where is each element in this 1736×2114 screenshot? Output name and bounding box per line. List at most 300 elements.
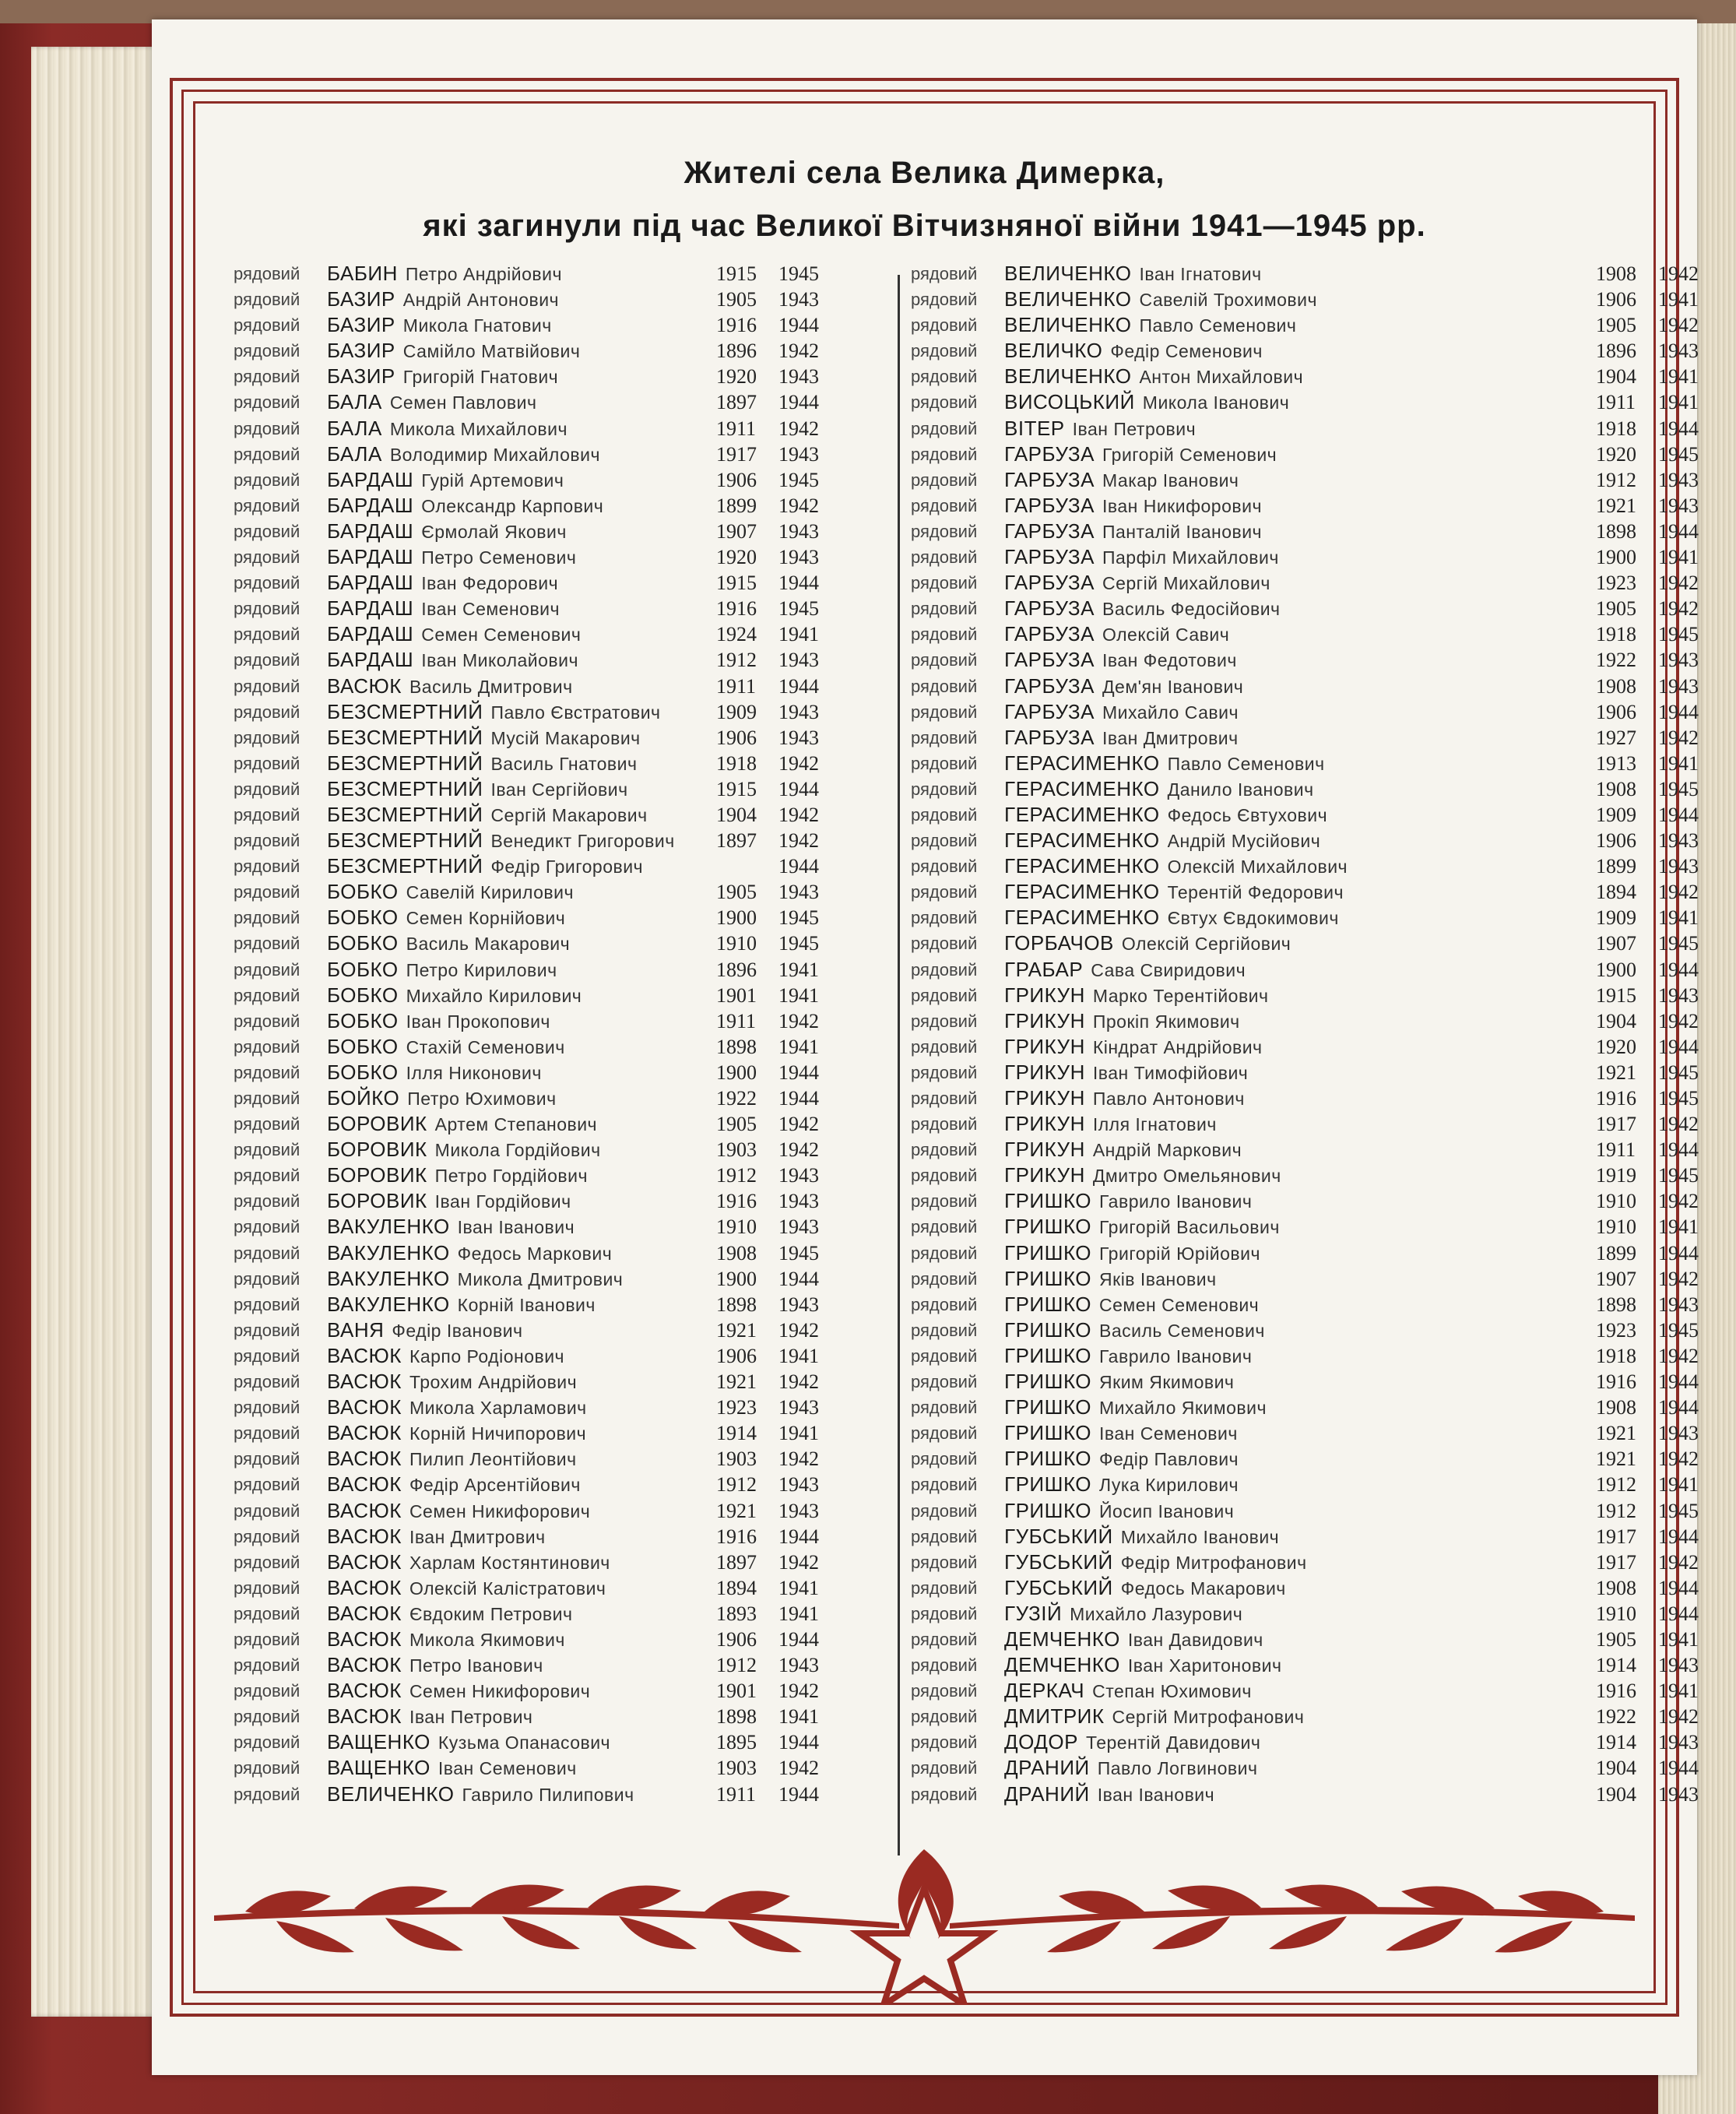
rank-label: рядовий bbox=[234, 804, 300, 825]
death-year: 1943 bbox=[1658, 1731, 1699, 1754]
given-name: Макар Іванович bbox=[1102, 470, 1239, 491]
given-name: Венедикт Григорович bbox=[490, 831, 675, 852]
name-entry bbox=[911, 1137, 1720, 1163]
given-name: Семен Никифорович bbox=[409, 1681, 591, 1702]
surname: ГАРБУЗА Михайло Савич bbox=[1004, 699, 1239, 723]
surname: БАЗИР Андрій Антонович bbox=[327, 287, 560, 311]
name-entry bbox=[234, 1008, 903, 1034]
surname: ВАСЮК Харлам Костянтинович bbox=[327, 1549, 610, 1574]
given-name: Василь Гнатович bbox=[490, 753, 638, 774]
rank-label: рядовий bbox=[234, 753, 300, 773]
death-year: 1943 bbox=[778, 442, 819, 466]
rank-label: рядовий bbox=[911, 1707, 978, 1727]
birth-year: 1927 bbox=[1596, 726, 1636, 749]
rank-label: рядовий bbox=[911, 934, 978, 954]
rank-label: рядовий bbox=[911, 599, 978, 619]
death-year: 1945 bbox=[1658, 1087, 1699, 1110]
rank-label: рядовий bbox=[234, 1268, 300, 1289]
given-name: Гаврило Іванович bbox=[1099, 1191, 1253, 1212]
birth-year: 1911 bbox=[716, 1782, 757, 1806]
rank-label: рядовий bbox=[234, 1345, 300, 1366]
name-entry bbox=[911, 1266, 1720, 1292]
surname: БЕЗСМЕРТНИЙ Іван Сергійович bbox=[327, 776, 628, 800]
surname: ВАСЮК Трохим Андрійович bbox=[327, 1370, 578, 1394]
surname: ВАЩЕНКО Кузьма Опанасович bbox=[327, 1730, 611, 1754]
name-entry bbox=[234, 1214, 903, 1240]
surname: ДРАНИЙ Іван Іванович bbox=[1004, 1782, 1215, 1806]
surname: ВАСЮК Пилип Леонтійович bbox=[327, 1447, 577, 1471]
surname: ГРИКУН Дмитро Омельянович bbox=[1004, 1163, 1281, 1187]
birth-year: 1906 bbox=[1596, 700, 1636, 723]
given-name: Федір Іванович bbox=[392, 1320, 523, 1341]
birth-year: 1897 bbox=[716, 1550, 757, 1574]
surname: ГЕРАСИМЕНКО Андрій Мусійович bbox=[1004, 828, 1321, 853]
rank-label: рядовий bbox=[234, 624, 300, 645]
death-year: 1942 bbox=[1658, 1705, 1699, 1729]
rank-label: рядовий bbox=[234, 341, 300, 361]
rank-label: рядовий bbox=[911, 573, 978, 593]
birth-year: 1898 bbox=[716, 1705, 757, 1729]
rank-label: рядовий bbox=[911, 1732, 978, 1753]
rank-label: рядовий bbox=[911, 624, 978, 645]
rank-label: рядовий bbox=[911, 1784, 978, 1804]
surname: ГРИШКО Іван Семенович bbox=[1004, 1421, 1238, 1445]
death-year: 1944 bbox=[1658, 417, 1699, 440]
given-name: Іван Сергійович bbox=[490, 779, 628, 800]
surname: БОБКО Семен Корнійович bbox=[327, 906, 566, 930]
surname: ГРИКУН Андрій Маркович bbox=[1004, 1138, 1242, 1162]
surname: ВАКУЛЕНКО Корній Іванович bbox=[327, 1292, 596, 1316]
death-year: 1941 bbox=[1658, 1473, 1699, 1497]
name-entry bbox=[234, 1627, 903, 1652]
birth-year: 1918 bbox=[716, 751, 757, 775]
death-year: 1942 bbox=[1658, 1113, 1699, 1136]
rank-label: рядовий bbox=[234, 1475, 300, 1495]
name-entry bbox=[911, 1317, 1720, 1343]
surname: ВАСЮК Петро Іванович bbox=[327, 1653, 543, 1677]
death-year: 1943 bbox=[1658, 1293, 1699, 1316]
birth-year: 1920 bbox=[1596, 1035, 1636, 1058]
death-year: 1945 bbox=[778, 262, 819, 285]
birth-year: 1910 bbox=[1596, 1215, 1636, 1239]
given-name: Кузьма Опанасович bbox=[438, 1732, 611, 1753]
given-name: Василь Федосійович bbox=[1102, 599, 1281, 620]
death-year: 1943 bbox=[778, 649, 819, 672]
death-year: 1944 bbox=[1658, 1757, 1699, 1780]
death-year: 1942 bbox=[1658, 314, 1699, 337]
death-year: 1943 bbox=[1658, 829, 1699, 853]
rank-label: рядовий bbox=[234, 1758, 300, 1778]
birth-year: 1921 bbox=[716, 1499, 757, 1522]
name-entry bbox=[911, 699, 1720, 725]
birth-year: 1904 bbox=[1596, 1009, 1636, 1032]
name-entry bbox=[911, 1729, 1720, 1755]
given-name: Іван Ігнатович bbox=[1139, 264, 1262, 284]
name-entry bbox=[911, 776, 1720, 802]
surname: БАЛА Микола Михайлович bbox=[327, 416, 568, 440]
birth-year: 1916 bbox=[1596, 1680, 1636, 1703]
given-name: Гурій Артемович bbox=[421, 470, 564, 491]
given-name: Семен Семенович bbox=[1099, 1294, 1260, 1315]
birth-year: 1908 bbox=[1596, 777, 1636, 800]
death-year: 1942 bbox=[778, 1680, 819, 1703]
rank-label: рядовий bbox=[911, 1062, 978, 1082]
rank-label: рядовий bbox=[911, 1372, 978, 1392]
surname: БАБИН Петро Андрійович bbox=[327, 262, 562, 285]
death-year: 1942 bbox=[778, 1550, 819, 1574]
name-entry bbox=[234, 1755, 903, 1781]
given-name: Карпо Родіонович bbox=[409, 1345, 565, 1367]
name-entry bbox=[234, 1524, 903, 1549]
birth-year: 1903 bbox=[716, 1757, 757, 1780]
name-entry bbox=[911, 983, 1720, 1008]
given-name: Михайло Савич bbox=[1102, 702, 1239, 723]
birth-year: 1906 bbox=[716, 1627, 757, 1651]
birth-year: 1904 bbox=[716, 803, 757, 826]
birth-year: 1899 bbox=[1596, 1241, 1636, 1265]
rank-label: рядовий bbox=[911, 341, 978, 361]
given-name: Гаврило Іванович bbox=[1099, 1345, 1253, 1367]
rank-label: рядовий bbox=[234, 831, 300, 851]
surname: ВАСЮК Іван Дмитрович bbox=[327, 1524, 546, 1548]
given-name: Микола Гнатович bbox=[402, 315, 552, 336]
page-subtitle: які загинули під час Великої Вітчизняної війни 1941—1945 рр. bbox=[423, 209, 1426, 243]
name-entry bbox=[911, 1188, 1720, 1214]
rank-label: рядовий bbox=[911, 521, 978, 541]
death-year: 1945 bbox=[1658, 1499, 1699, 1522]
given-name: Федось Євтухович bbox=[1167, 804, 1328, 825]
given-name: Іван Семенович bbox=[1099, 1423, 1238, 1444]
rank-label: рядовий bbox=[234, 779, 300, 799]
rank-label: рядовий bbox=[911, 1500, 978, 1521]
name-entry bbox=[911, 1627, 1720, 1652]
death-year: 1945 bbox=[1658, 623, 1699, 646]
death-year: 1943 bbox=[778, 546, 819, 569]
rank-label: рядовий bbox=[911, 1578, 978, 1598]
name-entry bbox=[911, 1782, 1720, 1807]
birth-year: 1899 bbox=[716, 494, 757, 517]
given-name: Михайло Іванович bbox=[1120, 1526, 1280, 1547]
surname: ГРИШКО Гаврило Іванович bbox=[1004, 1189, 1253, 1213]
rank-label: рядовий bbox=[911, 882, 978, 902]
rank-label: рядовий bbox=[234, 1062, 300, 1082]
name-entry bbox=[234, 389, 903, 415]
rank-label: рядовий bbox=[234, 1500, 300, 1521]
death-year: 1942 bbox=[778, 1009, 819, 1032]
death-year: 1945 bbox=[778, 906, 819, 930]
given-name: Іван Петрович bbox=[409, 1707, 533, 1728]
birth-year: 1906 bbox=[1596, 288, 1636, 311]
rank-label: рядовий bbox=[911, 804, 978, 825]
given-name: Самійло Матвійович bbox=[402, 341, 581, 362]
rank-label: рядовий bbox=[911, 1655, 978, 1676]
given-name: Трохим Андрійович bbox=[409, 1372, 578, 1393]
death-year: 1942 bbox=[1658, 1009, 1699, 1032]
given-name: Василь Дмитрович bbox=[409, 676, 573, 697]
given-name: Петро Іванович bbox=[409, 1655, 543, 1676]
name-entry bbox=[234, 983, 903, 1008]
death-year: 1942 bbox=[1658, 1447, 1699, 1471]
name-entry bbox=[234, 570, 903, 596]
surname: БАЗИР Самійло Матвійович bbox=[327, 339, 581, 363]
given-name: Олександр Карпович bbox=[421, 495, 604, 516]
name-entry bbox=[234, 1729, 903, 1755]
given-name: Олексій Михайлович bbox=[1167, 857, 1348, 878]
rank-label: рядовий bbox=[911, 495, 978, 515]
death-year: 1944 bbox=[778, 777, 819, 800]
given-name: Сергій Митрофанович bbox=[1112, 1707, 1305, 1728]
rank-label: рядовий bbox=[234, 1372, 300, 1392]
given-name: Корній Іванович bbox=[457, 1294, 596, 1315]
death-year: 1944 bbox=[1658, 1138, 1699, 1162]
surname: ВЕЛИЧЕНКО Павло Семенович bbox=[1004, 313, 1297, 337]
birth-year: 1922 bbox=[1596, 1705, 1636, 1729]
name-entry bbox=[234, 1292, 903, 1317]
name-entry bbox=[911, 751, 1720, 776]
rank-label: рядовий bbox=[234, 882, 300, 902]
surname: ГЕРАСИМЕНКО Олексій Михайлович bbox=[1004, 854, 1348, 878]
rank-label: рядовий bbox=[234, 650, 300, 670]
surname: БАРДАШ Семен Семенович bbox=[327, 622, 582, 646]
death-year: 1942 bbox=[1658, 1550, 1699, 1574]
birth-year: 1910 bbox=[1596, 1190, 1636, 1213]
death-year: 1942 bbox=[1658, 1267, 1699, 1290]
rank-label: рядовий bbox=[911, 908, 978, 928]
death-year: 1943 bbox=[778, 1654, 819, 1677]
death-year: 1943 bbox=[1658, 855, 1699, 878]
death-year: 1945 bbox=[1658, 777, 1699, 800]
given-name: Семен Никифорович bbox=[409, 1500, 591, 1521]
birth-year: 1912 bbox=[1596, 1499, 1636, 1522]
rank-label: рядовий bbox=[911, 985, 978, 1005]
given-name: Іван Семенович bbox=[438, 1758, 577, 1779]
given-name: Іван Дмитрович bbox=[1102, 727, 1239, 748]
name-entry bbox=[911, 338, 1720, 364]
rank-label: рядовий bbox=[911, 444, 978, 464]
birth-year: 1901 bbox=[716, 1680, 757, 1703]
birth-year: 1911 bbox=[716, 674, 757, 698]
rank-label: рядовий bbox=[234, 1011, 300, 1031]
surname: ГЕРАСИМЕНКО Федось Євтухович bbox=[1004, 802, 1328, 826]
death-year: 1941 bbox=[778, 1422, 819, 1445]
surname: ГРИШКО Яким Якимович bbox=[1004, 1370, 1235, 1394]
given-name: Євтух Євдокимович bbox=[1167, 908, 1339, 929]
death-year: 1943 bbox=[778, 726, 819, 749]
surname: БОБКО Василь Макарович bbox=[327, 931, 571, 955]
given-name: Павло Логвинович bbox=[1097, 1758, 1258, 1779]
name-entry bbox=[911, 467, 1720, 493]
surname: ВАКУЛЕНКО Іван Іванович bbox=[327, 1215, 575, 1239]
death-year: 1944 bbox=[1658, 1396, 1699, 1419]
given-name: Йосип Іванович bbox=[1099, 1500, 1235, 1521]
surname: ГРИШКО Федір Павлович bbox=[1004, 1447, 1239, 1471]
name-entry bbox=[911, 570, 1720, 596]
rank-label: рядовий bbox=[911, 1345, 978, 1366]
death-year: 1942 bbox=[778, 803, 819, 826]
death-year: 1943 bbox=[1658, 468, 1699, 491]
birth-year: 1898 bbox=[716, 1035, 757, 1058]
surname: БОБКО Ілля Никонович bbox=[327, 1060, 542, 1084]
death-year: 1944 bbox=[778, 391, 819, 414]
given-name: Степан Юхимович bbox=[1092, 1681, 1252, 1702]
given-name: Іван Дмитрович bbox=[409, 1526, 546, 1547]
birth-year: 1922 bbox=[716, 1087, 757, 1110]
birth-year: 1912 bbox=[1596, 468, 1636, 491]
rank-label: рядовий bbox=[911, 1526, 978, 1546]
surname: ГУБСЬКИЙ Федось Макарович bbox=[1004, 1575, 1286, 1599]
death-year: 1942 bbox=[778, 1447, 819, 1471]
death-year: 1941 bbox=[1658, 365, 1699, 389]
rank-label: рядовий bbox=[234, 1784, 300, 1804]
surname: ВАСЮК Іван Петрович bbox=[327, 1704, 533, 1729]
birth-year: 1907 bbox=[1596, 1267, 1636, 1290]
birth-year: 1900 bbox=[716, 1267, 757, 1290]
name-entry bbox=[234, 674, 903, 699]
name-entry bbox=[911, 287, 1720, 312]
surname: БАЗИР Микола Гнатович bbox=[327, 313, 552, 337]
rank-label: рядовий bbox=[911, 1036, 978, 1057]
given-name: Микола Харламович bbox=[409, 1398, 587, 1419]
rank-label: рядовий bbox=[911, 1475, 978, 1495]
surname: ГРИКУН Ілля Ігнатович bbox=[1004, 1112, 1217, 1136]
surname: ДРАНИЙ Павло Логвинович bbox=[1004, 1756, 1258, 1780]
death-year: 1942 bbox=[1658, 726, 1699, 749]
death-year: 1944 bbox=[1658, 1525, 1699, 1548]
name-entry bbox=[234, 853, 903, 879]
death-year: 1943 bbox=[778, 1473, 819, 1497]
surname: ВАСЮК Федір Арсентійович bbox=[327, 1472, 581, 1497]
rank-label: рядовий bbox=[911, 753, 978, 773]
name-entry bbox=[911, 1420, 1720, 1446]
rank-label: рядовий bbox=[234, 727, 300, 747]
surname: ВЕЛИЧЕНКО Іван Ігнатович bbox=[1004, 262, 1262, 285]
rank-label: рядовий bbox=[234, 1578, 300, 1598]
given-name: Микола Гордійович bbox=[434, 1140, 601, 1161]
name-entry bbox=[234, 596, 903, 621]
birth-year: 1916 bbox=[1596, 1087, 1636, 1110]
birth-year: 1908 bbox=[716, 1241, 757, 1265]
death-year: 1941 bbox=[1658, 391, 1699, 414]
birth-year: 1915 bbox=[716, 777, 757, 800]
birth-year: 1914 bbox=[1596, 1731, 1636, 1754]
surname: БЕЗСМЕРТНИЙ Сергій Макарович bbox=[327, 802, 648, 826]
rank-label: рядовий bbox=[911, 1217, 978, 1237]
surname: БОБКО Іван Прокопович bbox=[327, 1008, 550, 1032]
rank-label: рядовий bbox=[234, 1294, 300, 1314]
rank-label: рядовий bbox=[234, 1449, 300, 1469]
birth-year: 1905 bbox=[1596, 1627, 1636, 1651]
given-name: Михайло Лазурович bbox=[1070, 1603, 1243, 1624]
birth-year: 1921 bbox=[1596, 1061, 1636, 1084]
birth-year: 1897 bbox=[716, 829, 757, 853]
surname: БАРДАШ Іван Миколайович bbox=[327, 648, 578, 672]
birth-year: 1897 bbox=[716, 391, 757, 414]
name-entry bbox=[234, 1782, 903, 1807]
given-name: Кіндрат Андрійович bbox=[1092, 1036, 1263, 1057]
rank-label: рядовий bbox=[911, 959, 978, 980]
memorial-page bbox=[152, 19, 1697, 2075]
given-name: Іван Федорович bbox=[421, 573, 559, 594]
rank-label: рядовий bbox=[911, 1166, 978, 1186]
rank-label: рядовий bbox=[234, 444, 300, 464]
rank-label: рядовий bbox=[911, 290, 978, 310]
birth-year: 1893 bbox=[716, 1602, 757, 1625]
name-entry bbox=[911, 493, 1720, 519]
name-entry bbox=[911, 647, 1720, 673]
death-year: 1942 bbox=[1658, 597, 1699, 621]
name-entry bbox=[911, 905, 1720, 930]
given-name: Лука Кирилович bbox=[1099, 1475, 1239, 1496]
birth-year: 1908 bbox=[1596, 1576, 1636, 1599]
given-name: Федір Арсентійович bbox=[409, 1475, 581, 1496]
surname: ДЕРКАЧ Степан Юхимович bbox=[1004, 1679, 1252, 1703]
rank-label: рядовий bbox=[234, 418, 300, 438]
name-entry bbox=[911, 1704, 1720, 1729]
name-entry bbox=[911, 364, 1720, 389]
name-entry bbox=[911, 544, 1720, 570]
surname: ГАРБУЗА Панталій Іванович bbox=[1004, 519, 1263, 543]
death-year: 1943 bbox=[778, 700, 819, 723]
death-year: 1942 bbox=[778, 1138, 819, 1162]
birth-year: 1905 bbox=[716, 881, 757, 904]
rank-label: рядовий bbox=[234, 1603, 300, 1623]
death-year: 1943 bbox=[1658, 983, 1699, 1007]
rank-label: рядовий bbox=[234, 1243, 300, 1263]
death-year: 1941 bbox=[778, 1035, 819, 1058]
name-entry bbox=[234, 699, 903, 725]
given-name: Стахій Семенович bbox=[406, 1036, 565, 1057]
given-name: Федір Семенович bbox=[1110, 341, 1263, 362]
birth-year: 1921 bbox=[1596, 1422, 1636, 1445]
given-name: Микола Іванович bbox=[1142, 392, 1290, 413]
given-name: Прокіп Якимович bbox=[1092, 1011, 1240, 1032]
birth-year: 1912 bbox=[716, 649, 757, 672]
rank-label: рядовий bbox=[234, 1217, 300, 1237]
given-name: Павло Семенович bbox=[1167, 753, 1325, 774]
name-entry bbox=[234, 751, 903, 776]
given-name: Єрмолай Якович bbox=[421, 521, 567, 542]
surname: ГАРБУЗА Сергій Михайлович bbox=[1004, 571, 1270, 595]
name-entry bbox=[911, 1163, 1720, 1188]
name-entry bbox=[911, 1008, 1720, 1034]
birth-year: 1918 bbox=[1596, 417, 1636, 440]
given-name: Іван Федотович bbox=[1102, 650, 1237, 671]
surname: БОБКО Стахій Семенович bbox=[327, 1034, 565, 1058]
birth-year: 1904 bbox=[1596, 1782, 1636, 1806]
given-name: Микола Якимович bbox=[409, 1629, 565, 1650]
given-name: Федось Маркович bbox=[457, 1243, 613, 1264]
surname: БЕЗСМЕРТНИЙ Венедикт Григорович bbox=[327, 828, 675, 853]
name-entry bbox=[911, 1085, 1720, 1111]
surname: ГУБСЬКИЙ Михайло Іванович bbox=[1004, 1524, 1280, 1548]
name-entry bbox=[234, 1060, 903, 1085]
birth-year: 1918 bbox=[1596, 623, 1636, 646]
birth-year: 1904 bbox=[1596, 365, 1636, 389]
death-year: 1941 bbox=[1658, 288, 1699, 311]
rank-label: рядовий bbox=[234, 676, 300, 696]
surname: ВЕЛИЧЕНКО Гаврило Пилипович bbox=[327, 1782, 634, 1806]
name-entry bbox=[234, 957, 903, 983]
rank-label: рядовий bbox=[911, 418, 978, 438]
given-name: Федір Митрофанович bbox=[1120, 1552, 1307, 1573]
birth-year: 1905 bbox=[716, 1113, 757, 1136]
right-name-column bbox=[911, 261, 1720, 1807]
rank-label: рядовий bbox=[234, 702, 300, 722]
name-entry bbox=[234, 1111, 903, 1137]
birth-year: 1916 bbox=[716, 1525, 757, 1548]
death-year: 1944 bbox=[1658, 1370, 1699, 1394]
rank-label: рядовий bbox=[234, 985, 300, 1005]
